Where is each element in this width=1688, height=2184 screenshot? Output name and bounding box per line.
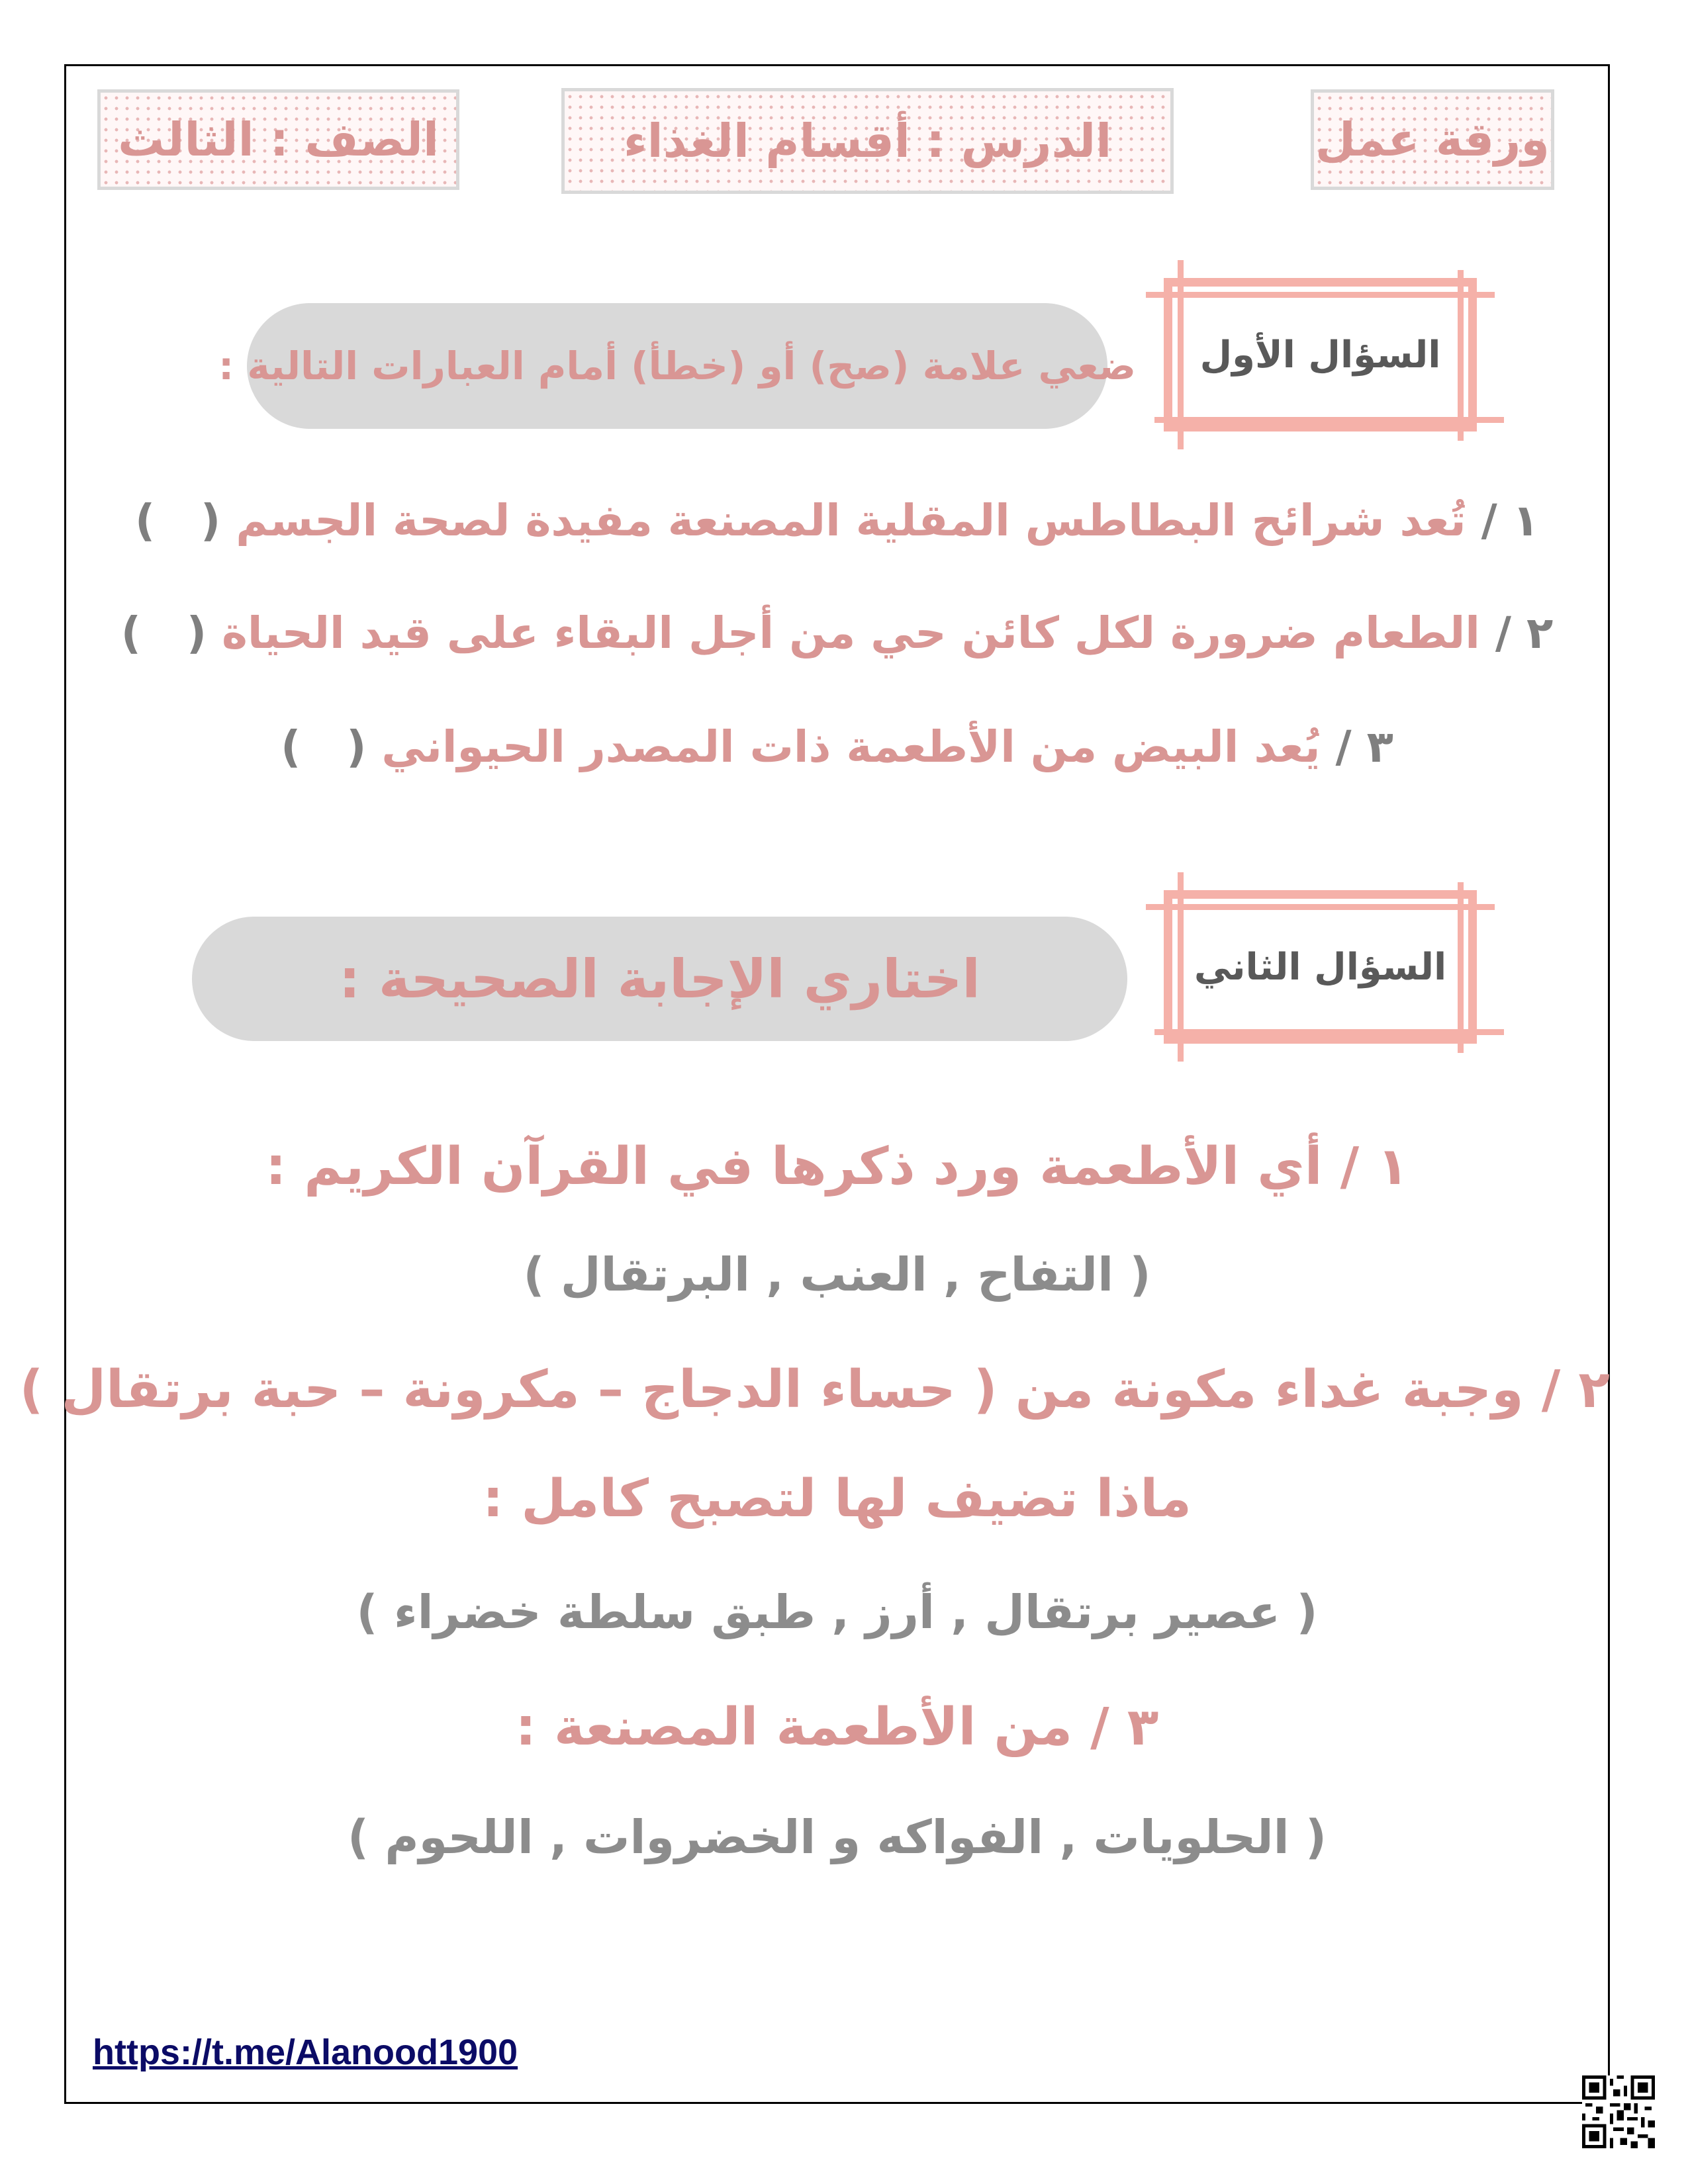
q1-item-3 (64, 721, 1610, 772)
question-2-frame-rail (1154, 1029, 1504, 1035)
q1-item-1-answer-blank[interactable]: ( ) (134, 495, 221, 546)
question-2-instruction-pill (192, 917, 1127, 1041)
telegram-link[interactable]: https://t.me/Alanood1900 (93, 2032, 518, 2072)
grade-label: الصف : الثالث (118, 113, 439, 167)
q2-item-2-options[interactable]: ( عصير برتقال , أرز , طبق سلطة خضراء ) (356, 1585, 1318, 1639)
q1-item-3-text: يُعد البيض من الأطعمة ذات المصدر الحيواني (381, 721, 1321, 772)
question-2-title: السؤال الثاني (1194, 945, 1447, 989)
q1-item-1 (64, 495, 1610, 546)
question-1-frame (1164, 278, 1477, 432)
question-1-frame-rail (1154, 417, 1504, 423)
lesson-title-box (561, 88, 1174, 194)
q1-item-2 (64, 608, 1610, 659)
question-1-instruction: ضعي علامة (صح) أو (خطأ) أمام العبارات التالية : (218, 343, 1137, 388)
q2-item-2-question-continued: ماذا تضيف لها لتصبح كامل : (483, 1469, 1192, 1529)
q1-item-1-text: تُعد شرائح البطاطس المقلية المصنعة مفيدة لصحة الجسم (236, 495, 1466, 546)
question-2-frame (1164, 890, 1477, 1044)
q1-item-1-number: ١ / (1481, 495, 1540, 546)
lesson-title: الدرس : أقسام الغذاء (623, 114, 1112, 168)
q1-item-2-number: ٢ / (1495, 608, 1554, 659)
grade-box (97, 89, 459, 190)
q1-item-2-text: الطعام ضرورة لكل كائن حي من أجل البقاء على قيد الحياة (221, 608, 1480, 659)
question-1-title: السؤال الأول (1199, 333, 1441, 377)
worksheet-title-box (1311, 89, 1554, 190)
q1-item-2-answer-blank[interactable]: ( ) (120, 608, 207, 659)
q1-item-3-answer-blank[interactable]: ( ) (281, 721, 367, 772)
question-1-frame-post (1458, 270, 1464, 441)
worksheet-title: ورقة عمل (1315, 113, 1550, 167)
question-1-instruction-pill (218, 303, 1137, 429)
q2-item-1-options[interactable]: ( التفاح , العنب , البرتقال ) (523, 1248, 1151, 1302)
question-2-instruction: اختاري الإجابة الصحيحة : (339, 948, 980, 1010)
qr-code-icon (1582, 2075, 1655, 2148)
question-2-frame-post (1458, 882, 1464, 1053)
q1-item-3-number: ٣ / (1335, 721, 1393, 772)
q2-item-3-question: ٣ / من الأطعمة المصنعة : (515, 1698, 1159, 1757)
q2-item-2-question: ٢ / وجبة غداء مكونة من ( حساء الدجاج – مكرونة – حبة برتقال ) (19, 1360, 1610, 1420)
q2-item-1-question: ١ / أي الأطعمة ورد ذكرها في القرآن الكريم : (265, 1137, 1409, 1197)
q2-item-3-options[interactable]: ( الحلويات , الفواكه و الخضروات , اللحوم ) (347, 1810, 1327, 1864)
